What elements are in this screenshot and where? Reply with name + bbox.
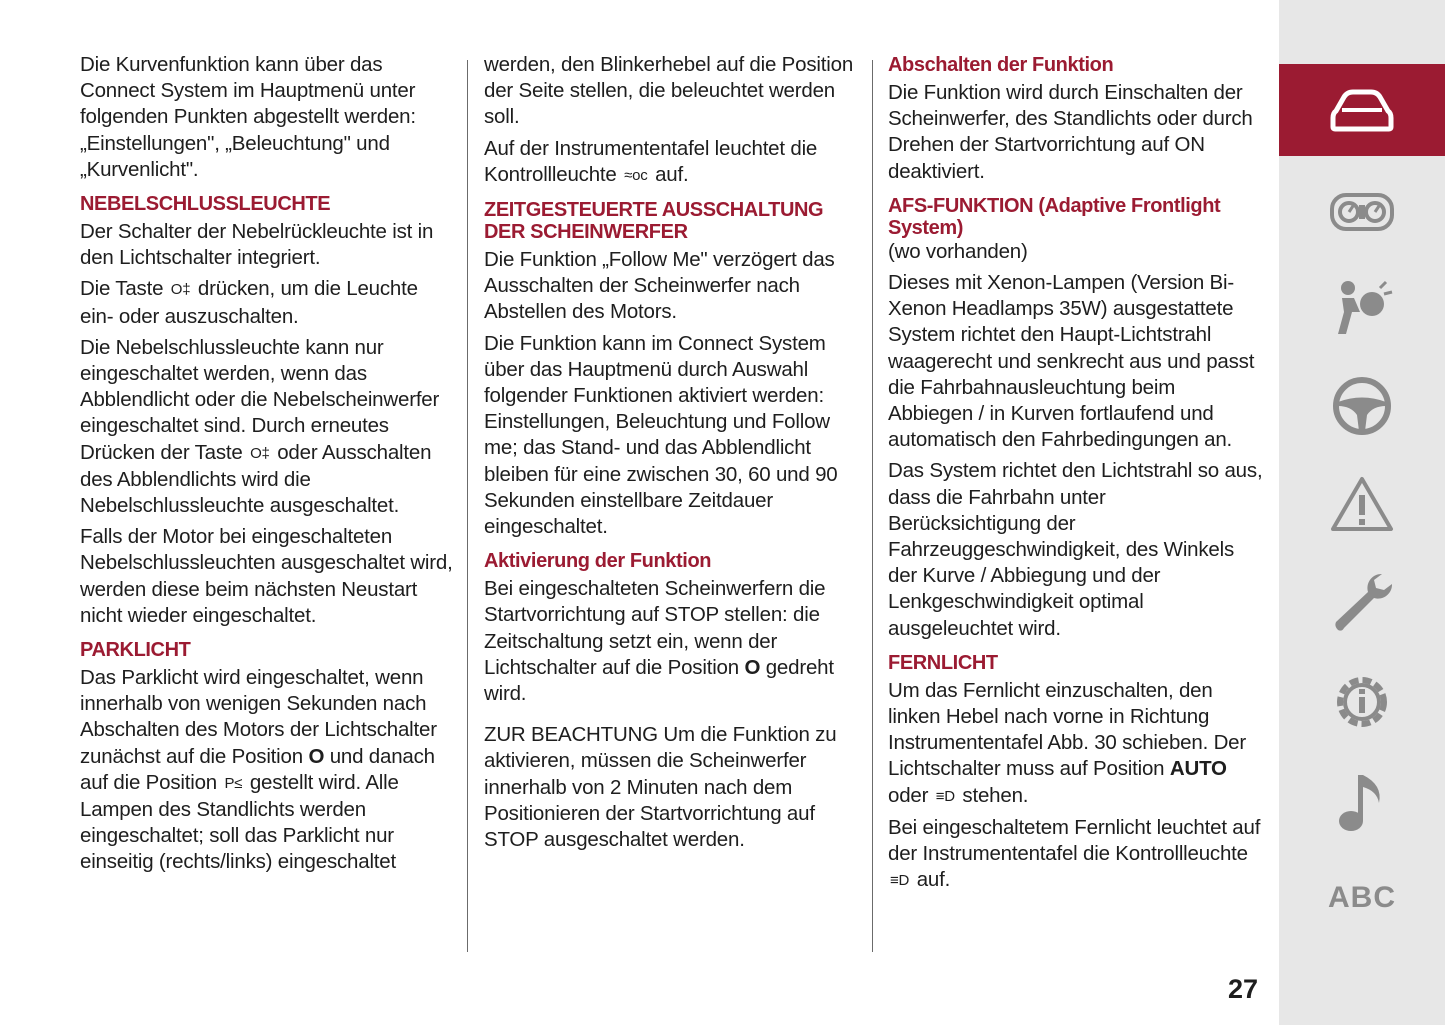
- nav-safety[interactable]: [1279, 262, 1445, 354]
- nav-emergency[interactable]: [1279, 458, 1445, 550]
- paragraph: Die Funktion kann im Connect System über das Hauptmenü durch Auswahl folgender Funktionen aktiviert werden: Einstellungen, Beleuchtung und Follow me; das Stand- und das Abblendlicht bleiben für eine zwischen 30, 60 und 90 Sekunden einstellbare Zeitdauer eingeschaltet.: [484, 331, 838, 539]
- nav-car[interactable]: [1279, 64, 1445, 156]
- nav-dashboard[interactable]: [1279, 166, 1445, 258]
- paragraph: Falls der Motor bei eingeschalteten Nebelschlussleuchten ausgeschaltet wird, werden diese beim nächsten Neustart nicht wieder eingeschaltet.: [80, 525, 453, 627]
- rear-fog-light-icon: O‡: [170, 281, 191, 299]
- info-gear-icon: [1330, 670, 1394, 734]
- wrench-icon: [1330, 570, 1394, 634]
- column-2: [484, 52, 856, 858]
- sidelight-warning-icon: ≈oc: [624, 166, 648, 184]
- paragraph: Der Schalter der Nebelrückleuchte ist in den Lichtschalter integriert.: [80, 220, 434, 270]
- dashboard-icon: [1329, 192, 1395, 232]
- steering-wheel-icon: [1331, 375, 1393, 437]
- high-beam-icon: ≡D: [890, 872, 910, 890]
- airbag-icon: [1330, 278, 1394, 338]
- car-icon: [1330, 87, 1394, 133]
- paragraph: Dieses mit Xenon-Lampen (Version Bi-Xenon Headlamps 35W) ausgestattete System richtet den Haupt-Lichtstrahl waagerecht und senkrecht aus und passt die Fahrbahnausleuchtung beim Abbiegen / in Kurven fortlaufend und automatisch den Fahrbedingungen an.: [888, 271, 1255, 452]
- nav-multimedia[interactable]: [1279, 756, 1445, 848]
- paragraph: Bei eingeschaltetem Fernlicht leuchtet auf der Instrumententafel die Kontrollleuchte ≡D auf.: [888, 815, 1264, 895]
- nav-driving[interactable]: [1279, 360, 1445, 452]
- column-3: [888, 52, 1264, 899]
- column-divider: [872, 60, 873, 952]
- heading-afs-funktion: AFS-FUNKTION (Adaptive Frontlight System): [888, 194, 1221, 239]
- heading-zeitgesteuerte-ausschaltung: ZEITGESTEUERTE AUSSCHALTUNG DER SCHEINWERFER: [484, 199, 824, 244]
- nav-maintenance[interactable]: [1279, 556, 1445, 648]
- rear-fog-light-icon: O‡: [250, 444, 270, 462]
- warning-icon: [1330, 475, 1394, 533]
- parking-light-icon: P≤: [224, 774, 243, 792]
- heading-aktivierung: Aktivierung der Funktion: [484, 550, 712, 573]
- paragraph: Das Parklicht wird eingeschaltet, wenn innerhalb von wenigen Sekunden nach Abschalten des Motors der Lichtschalter zunächst auf die Position O und danach auf die Position P≤ gestellt wird. Alle Lampen des Standlichts werden eingeschaltet; soll das Parklicht nur einseitig (rechts/links) eingeschaltet: [80, 666, 437, 874]
- paragraph: (wo vorhanden): [888, 239, 1028, 263]
- heading-abschalten: Abschalten der Funktion: [888, 54, 1114, 76]
- paragraph: Auf der Instrumententafel leuchtet die Kontrollleuchte ≈oc auf.: [484, 136, 856, 189]
- music-note-icon: [1337, 771, 1387, 833]
- paragraph: Die Funktion „Follow Me" verzögert das Ausschalten der Scheinwerfer nach Abstellen des Motors.: [484, 248, 835, 324]
- paragraph: Bei eingeschalteten Scheinwerfern die Startvorrichtung auf STOP stellen: die Zeitschaltung setzt ein, wenn der Lichtschalter auf die Position O gedreht wird.: [484, 577, 834, 706]
- page-number: 27: [1228, 974, 1259, 1004]
- column-1: [80, 52, 455, 881]
- abc-index-label: ABC: [1328, 881, 1396, 914]
- column-divider: [467, 60, 468, 952]
- nav-index[interactable]: [1279, 852, 1445, 944]
- note-paragraph: ZUR BEACHTUNG Um die Funktion zu aktivieren, müssen die Scheinwerfer innerhalb von 2 Minuten nach dem Positionieren der Startvorrichtung auf STOP ausgeschaltet werden.: [484, 723, 837, 852]
- paragraph: Um das Fernlicht einzuschalten, den linken Hebel nach vorne in Richtung Instrumententafel Abb. 30 schieben. Der Lichtschalter muss auf Position AUTO oder ≡D stehen.: [888, 678, 1264, 810]
- paragraph: Die Kurvenfunktion kann über das Connect System im Hauptmenü unter folgenden Punkten abgestellt werden: „Einstellungen", „Beleuchtung" und „Kurvenlicht".: [80, 53, 416, 181]
- paragraph: werden, den Blinkerhebel auf die Position der Seite stellen, die beleuchtet werden soll.: [484, 53, 854, 129]
- paragraph: Die Nebelschlussleuchte kann nur eingeschaltet werden, wenn das Abblendlicht oder die Nebelscheinwerfer eingeschaltet sind. Durch erneutes Drücken der Taste O‡ oder Ausschalten des Abblendlichts wird die Nebelschlussleuchte ausgeschaltet.: [80, 335, 440, 518]
- heading-parklicht: PARKLICHT: [80, 639, 191, 662]
- nav-technical-data[interactable]: [1279, 656, 1445, 748]
- paragraph: Die Taste O‡ drücken, um die Leuchte ein- oder auszuschalten.: [80, 277, 418, 328]
- paragraph: Die Funktion wird durch Einschalten der Scheinwerfer, des Standlichts oder durch Drehen der Startvorrichtung auf ON deaktiviert.: [888, 81, 1253, 183]
- heading-fernlicht: FERNLICHT: [888, 651, 998, 674]
- heading-nebelschlussleuchte: NEBELSCHLUSSLEUCHTE: [80, 193, 331, 216]
- high-beam-icon: ≡D: [935, 787, 955, 805]
- paragraph: Das System richtet den Lichtstrahl so aus, dass die Fahrbahn unter Berücksichtigung der Fahrzeuggeschwindigkeit, des Winkels der Kurve / Abbiegung und der Lenkgeschwindigkeit optimal ausgeleuchtet wird.: [888, 459, 1263, 640]
- chapter-sidebar: [1279, 0, 1445, 1025]
